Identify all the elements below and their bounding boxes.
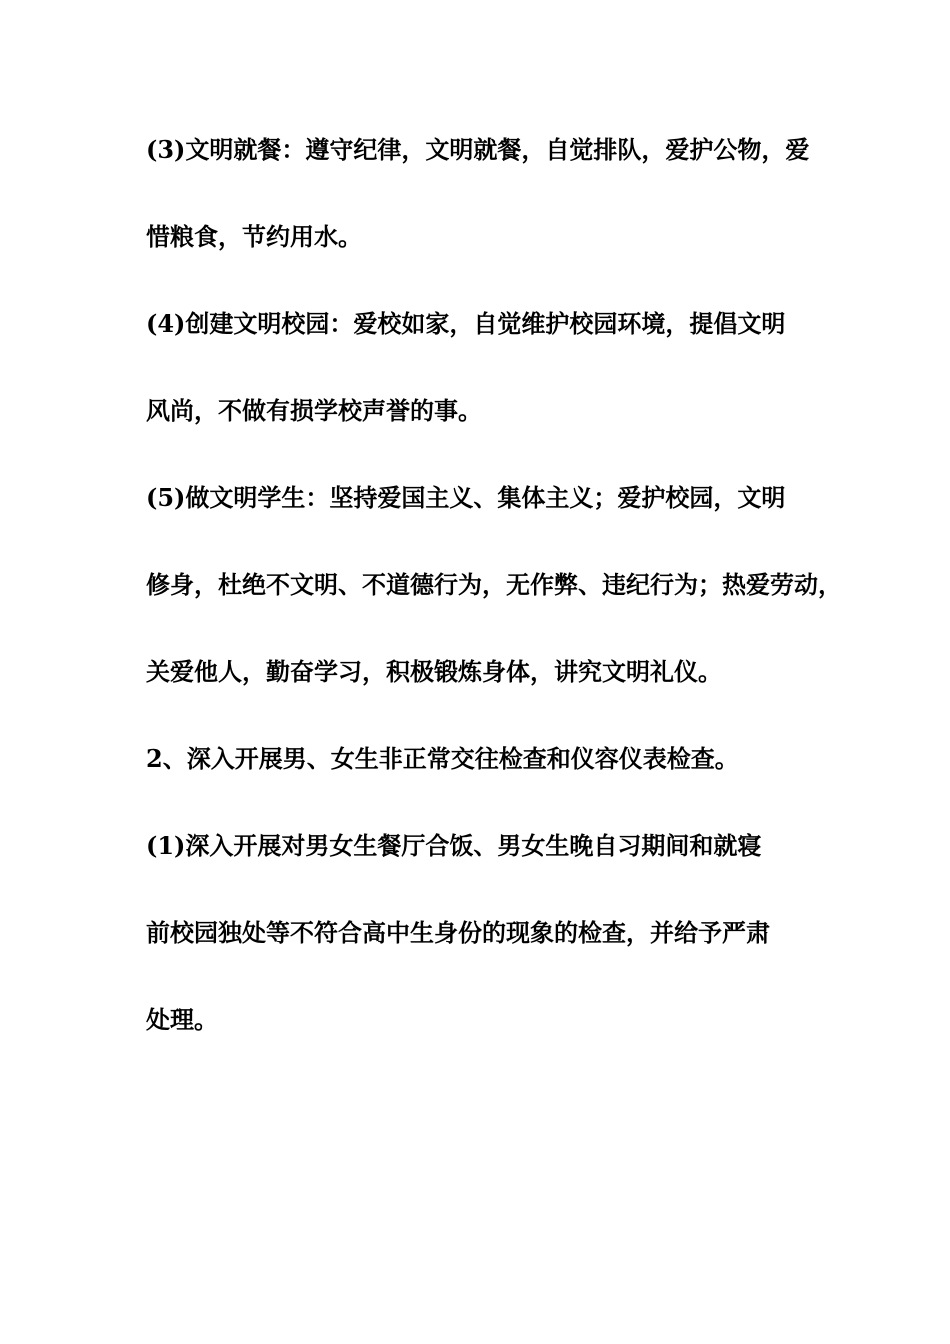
text-line: 2、深入开展男、女生非正常交往检查和仪容仪表检查。 [146, 744, 739, 773]
text-line: 惜粮食，节约用水。 [146, 222, 362, 251]
text-line: 关爱他人，勤奋学习，积极锻炼身体，讲究文明礼仪。 [146, 657, 722, 686]
text-line: (3)文明就餐：遵守纪律，文明就餐，自觉排队，爱护公物，爱 [146, 135, 810, 164]
text-line: 风尚，不做有损学校声誉的事。 [146, 396, 482, 425]
text-line: 处理。 [146, 1005, 218, 1034]
text-line: (4)创建文明校园：爱校如家，自觉维护校园环境，提倡文明 [146, 309, 786, 338]
text-line: 修身，杜绝不文明、不道德行为，无作弊、违纪行为；热爱劳动， [146, 570, 842, 599]
text-line: 前校园独处等不符合高中生身份的现象的检查，并给予严肃 [146, 918, 770, 947]
text-line: (1)深入开展对男女生餐厅合饭、男女生晚自习期间和就寝 [146, 831, 762, 860]
text-line: (5)做文明学生：坚持爱国主义、集体主义；爱护校园，文明 [146, 483, 786, 512]
